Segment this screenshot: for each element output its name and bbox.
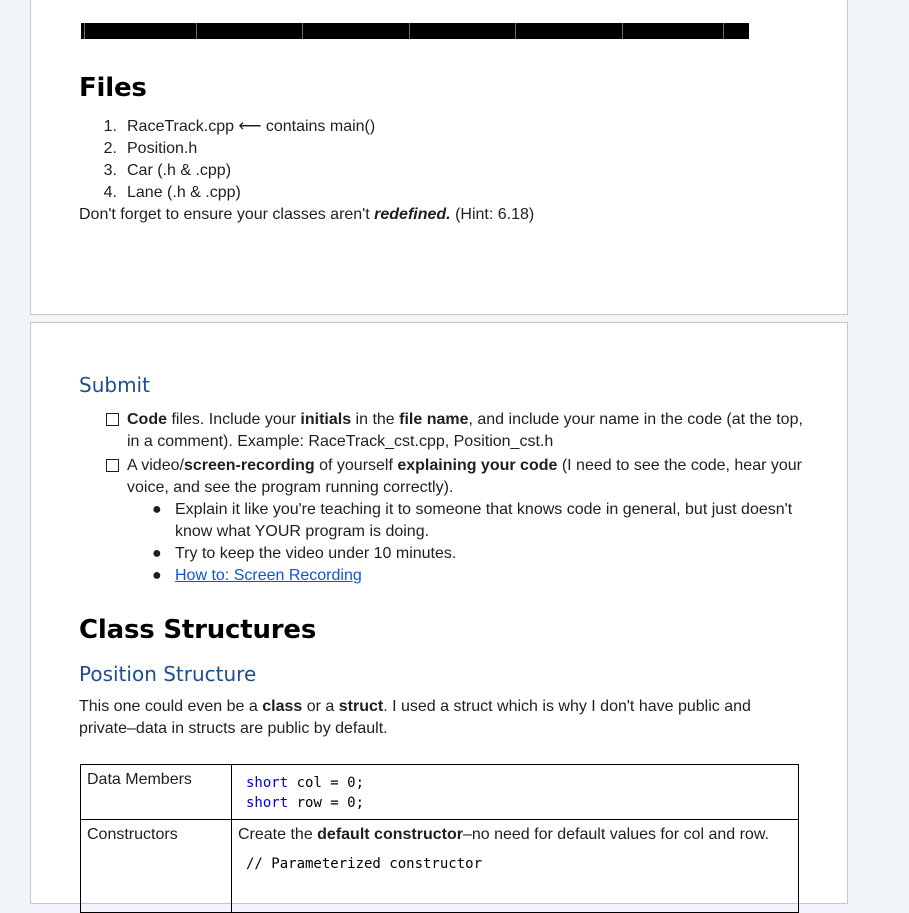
bullet-icon: ●: [152, 501, 162, 518]
position-structure-heading: Position Structure: [79, 662, 257, 686]
code-comment: // Parameterized constructor: [246, 856, 483, 872]
document-page-1: [30, 0, 848, 315]
checklist-item-video: A video/screen-recording of yourself explaining your code (I need to see the code, hear your voice, and see the program running correctly).: [127, 455, 807, 499]
list-item: 1. RaceTrack.cpp ⟵ contains main(): [103, 118, 376, 135]
checkbox[interactable]: [106, 413, 119, 426]
files-list: [79, 116, 375, 204]
bullet-icon: ●: [152, 545, 162, 562]
list-item: [152, 565, 815, 587]
list-item: ● Explain it like you're teaching it to someone that knows code in general, but just doesn't know what YOUR program is doing.: [152, 501, 793, 540]
list-item: 3. Car (.h & .cpp): [103, 162, 232, 179]
table-header-bar: [81, 23, 749, 39]
screen-recording-link[interactable]: How to: Screen Recording: [175, 567, 362, 584]
table-cell-content: Create the default constructor–no need for default values for col and row. // Parameterized constructor: [232, 820, 799, 913]
files-heading: Files: [79, 73, 147, 103]
class-structures-heading: Class Structures: [79, 615, 317, 645]
table-row: [81, 820, 799, 913]
position-description: This one could even be a class or a struct. I used a struct which is why I don't have public and private–data in structs are public by default.: [79, 698, 751, 737]
table-cell-label: Data Members: [81, 765, 232, 820]
position-structure-table: [80, 764, 799, 913]
table-row: [81, 765, 799, 820]
table-cell-label: Constructors: [81, 820, 232, 913]
table-cell-code: [232, 765, 799, 820]
list-item: 2. Position.h: [103, 140, 198, 157]
checklist-item-code-files: Code files. Include your initials in the file name, and include your name in the code (at the top, in a comment). Example: RaceTrack_cst.cpp, Position_cst.h: [127, 409, 807, 453]
submit-heading: Submit: [79, 373, 150, 397]
checkbox[interactable]: [106, 459, 119, 472]
bullet-icon: ●: [152, 567, 162, 584]
document-page-2: [30, 322, 848, 904]
list-item: ● Try to keep the video under 10 minutes.: [175, 543, 815, 565]
list-item: 4. Lane (.h & .cpp): [103, 184, 241, 201]
redefined-note: Don't forget to ensure your classes aren't redefined. (Hint: 6.18): [79, 206, 535, 223]
code-block: short col = 0; short row = 0;: [246, 775, 365, 811]
